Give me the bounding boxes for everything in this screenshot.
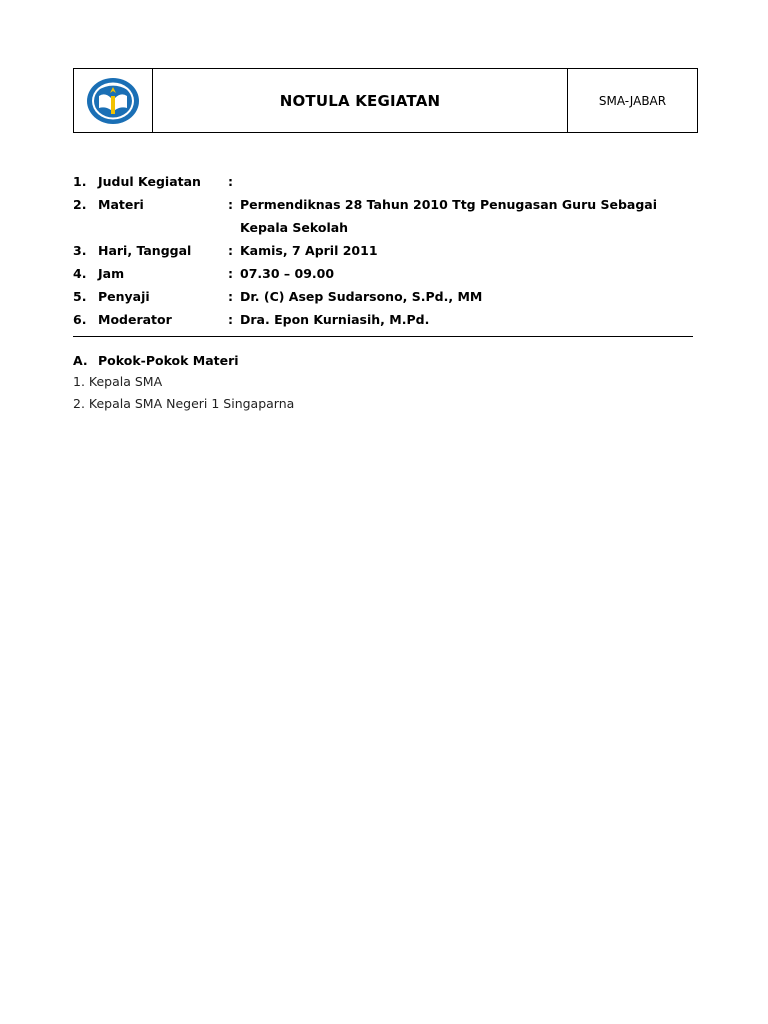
row-value	[240, 170, 693, 193]
document-title: NOTULA KEGIATAN	[153, 69, 568, 132]
list-item: 2. Kepala SMA Negeri 1 Singaparna	[73, 396, 295, 411]
document-header	[73, 68, 698, 133]
row-label: Materi	[98, 197, 144, 212]
row-colon: :	[228, 312, 233, 327]
list-item: 1. Kepala SMA	[73, 374, 163, 389]
info-row-jam	[73, 262, 693, 285]
row-value: Dra. Epon Kurniasih, M.Pd.	[240, 312, 430, 327]
section-title: Pokok-Pokok Materi	[98, 353, 239, 368]
row-number: 3.	[73, 243, 87, 258]
section-divider	[73, 336, 693, 337]
row-number: 5.	[73, 289, 87, 304]
row-number: 6.	[73, 312, 87, 327]
row-colon: :	[228, 243, 233, 258]
section-pokok-materi	[73, 351, 693, 415]
info-row-hari-tanggal	[73, 239, 693, 262]
row-number: 2.	[73, 197, 87, 212]
info-row-judul	[73, 170, 693, 193]
logo-cell	[74, 69, 153, 132]
row-colon: :	[228, 174, 233, 189]
document-code: SMA-JABAR	[598, 93, 667, 108]
info-row-materi	[73, 193, 693, 239]
row-value: Kamis, 7 April 2011	[240, 243, 378, 258]
row-value: Dr. (C) Asep Sudarsono, S.Pd., MM	[240, 289, 483, 304]
tut-wuri-handayani-logo-icon	[85, 76, 141, 126]
row-colon: :	[228, 266, 233, 281]
row-label: Hari, Tanggal	[98, 243, 192, 258]
row-value: Permendiknas 28 Tahun 2010 Ttg Penugasan Guru Sebagai Kepala Sekolah	[240, 197, 658, 235]
row-label: Judul Kegiatan	[98, 174, 201, 189]
section-letter: A.	[73, 353, 88, 368]
row-label: Penyaji	[98, 289, 150, 304]
row-label: Jam	[98, 266, 125, 281]
row-value: 07.30 – 09.00	[240, 266, 335, 281]
row-colon: :	[228, 289, 233, 304]
row-label: Moderator	[98, 312, 172, 327]
info-row-moderator	[73, 308, 693, 331]
info-row-penyaji	[73, 285, 693, 308]
section-heading	[73, 351, 693, 371]
row-number: 4.	[73, 266, 87, 281]
row-number: 1.	[73, 174, 87, 189]
activity-info	[73, 170, 693, 331]
row-colon: :	[228, 197, 233, 212]
